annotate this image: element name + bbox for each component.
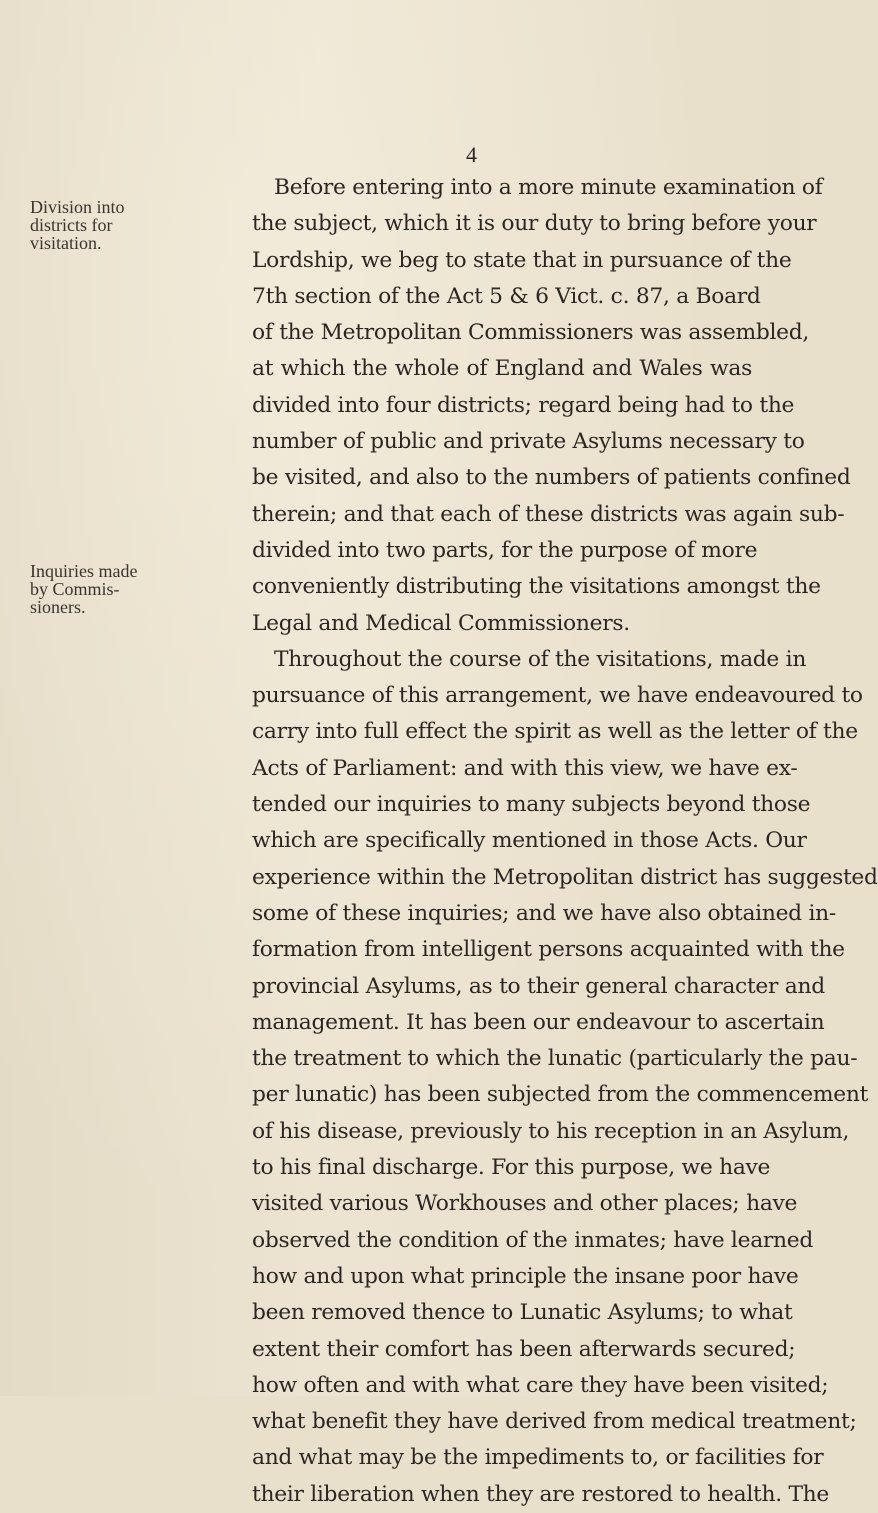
text-line: Before entering into a more minute examination of [274,175,823,200]
text-line: per lunatic) has been subjected from the commencement [252,1082,869,1108]
text-line: experience within the Metropolitan district has suggested [252,864,878,890]
text-line: extent their comfort has been afterwards secured; [252,1336,796,1362]
text-line: Lordship, we beg to state that in pursuance of the [252,247,792,273]
text-line: number of public and private Asylums necessary to [252,429,805,455]
paragraph-division [252,170,851,642]
text-line: tended our inquiries to many subjects beyond those [252,792,811,818]
text-line: what benefit they have derived from medical treatment; [252,1409,857,1435]
marginal-note-line: by Commis- [30,579,120,599]
paragraph-inquiries [252,642,878,1513]
body-text [252,170,878,1513]
text-line: of his disease, previously to his reception in an Asylum, [252,1118,850,1144]
marginal-note-line: districts for [30,215,113,235]
text-line: management. It has been our endeavour to ascertain [252,1009,825,1035]
text-line: their liberation when they are restored to health. The [252,1481,830,1507]
text-line: been removed thence to Lunatic Asylums; to what [252,1300,793,1326]
text-line: observed the condition of the inmates; have learned [252,1227,813,1253]
text-line: formation from intelligent persons acquainted with the [252,937,845,963]
text-line: to his final discharge. For this purpose, we have [252,1155,771,1181]
text-line: how and upon what principle the insane poor have [252,1263,799,1289]
text-line: the treatment to which the lunatic (particularly the pau- [252,1046,858,1072]
text-line: some of these inquiries; and we have also obtained in- [252,900,836,926]
page-number: 4 [466,142,477,167]
text-line: be visited, and also to the numbers of patients confined [252,465,851,491]
text-line: of the Metropolitan Commissioners was assembled, [252,320,810,346]
text-line: visited various Workhouses and other places; have [252,1191,798,1217]
marginal-note-line: sioners. [30,597,86,617]
text-line: divided into four districts; regard being had to the [252,392,795,418]
marginal-note-inquiries [30,562,230,616]
text-line: 7th section of the Act 5 & 6 Vict. c. 87, a Board [252,283,761,309]
text-line: and what may be the impediments to, or facilities for [252,1445,824,1471]
text-line: carry into full effect the spirit as well as the letter of the [252,719,858,745]
text-line: conveniently distributing the visitations amongst the [252,574,821,600]
text-line: pursuance of this arrangement, we have endeavoured to [252,683,863,709]
text-line: which are specifically mentioned in those Acts. Our [252,828,807,854]
marginal-note-line: Division into [30,197,125,217]
marginal-note-line: Inquiries made [30,561,138,581]
marginal-note-division [30,198,230,252]
text-line: therein; and that each of these districts was again sub- [252,501,845,527]
text-line: how often and with what care they have been visited; [252,1372,829,1398]
marginal-note-line: visitation. [30,233,102,253]
text-line: Acts of Parliament: and with this view, we have ex- [252,755,798,781]
text-line: Throughout the course of the visitations, made in [274,646,807,672]
text-line: the subject, which it is our duty to bring before your [252,211,817,237]
text-line: provincial Asylums, as to their general character and [252,973,825,999]
text-line: Legal and Medical Commissioners. [252,610,630,636]
text-line: at which the whole of England and Wales was [252,356,752,382]
text-line: divided into two parts, for the purpose of more [252,537,758,563]
